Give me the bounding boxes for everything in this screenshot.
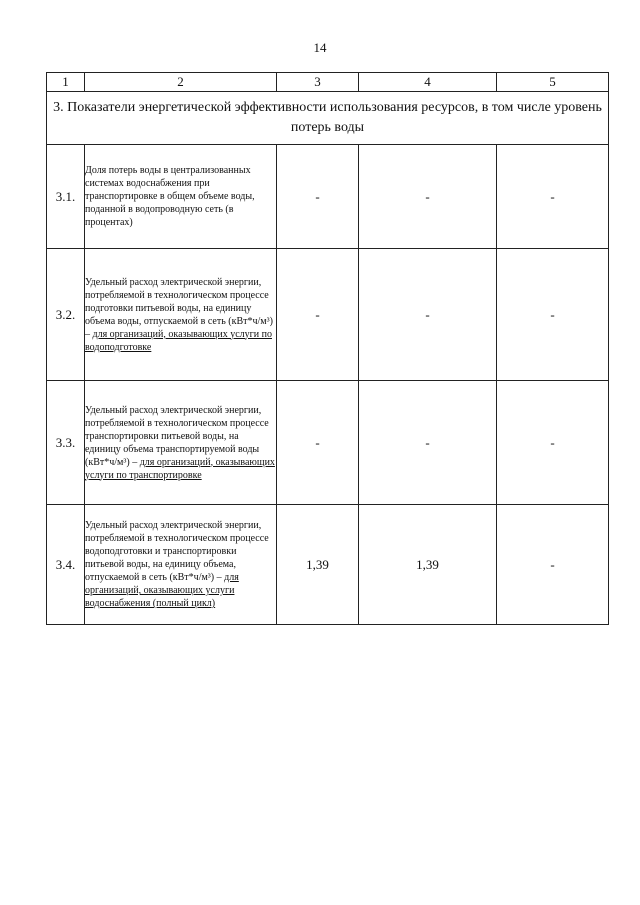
section-title-row — [47, 92, 609, 145]
row-description-text: Доля потерь воды в централизованных системах водоснабжения при транспортировке в общем объеме воды, поданной в водопроводную сеть (в процентах) — [85, 165, 255, 228]
column-number-4: 4 — [359, 73, 497, 92]
row-description — [85, 145, 277, 249]
indicators-table — [46, 72, 609, 625]
row-number: 3.4. — [47, 505, 85, 625]
row-description-text: Удельный расход электрической энергии, потребляемой в технологическом процессе водоподготовки и транспортировки питьевой воды, на единицу объема, отпускаемой в сеть (кВт*ч/м³) – — [85, 520, 269, 583]
row-value-col4: - — [359, 145, 497, 249]
row-value-col5: - — [497, 249, 609, 381]
column-number-2: 2 — [85, 73, 277, 92]
row-value-col3: - — [277, 249, 359, 381]
row-description — [85, 381, 277, 505]
row-description-text: Удельный расход электрической энергии, потребляемой в технологическом процессе транспортировки питьевой воды, на единицу объема транспортируемой воды (кВт*ч/м³) – — [85, 404, 269, 468]
row-value-col4: - — [359, 381, 497, 505]
row-value-col5: - — [497, 145, 609, 249]
table-row — [47, 505, 609, 625]
column-number-3: 3 — [277, 73, 359, 92]
page-number: 14 — [313, 40, 327, 55]
table-row — [47, 381, 609, 505]
row-number: 3.3. — [47, 381, 85, 505]
row-description-underlined: для организаций, оказывающих услуги по водоподготовке — [85, 328, 272, 353]
column-number-1: 1 — [47, 73, 85, 92]
table-row — [47, 145, 609, 249]
row-value-col3: - — [277, 381, 359, 505]
row-number: 3.1. — [47, 145, 85, 249]
row-value-col4: 1,39 — [359, 505, 497, 625]
row-description-underlined: для организаций, оказывающих услуги по транспортировке — [85, 456, 275, 481]
row-value-col3: - — [277, 145, 359, 249]
row-description-underlined: для организаций, оказывающих услуги водоснабжения (полный цикл) — [85, 572, 239, 609]
row-value-col5: - — [497, 381, 609, 505]
column-number-5: 5 — [497, 73, 609, 92]
row-description — [85, 505, 277, 625]
row-value-col5: - — [497, 505, 609, 625]
row-description-text: Удельный расход электрической энергии, потребляемой в технологическом процессе подготовки питьевой воды, на единицу объема воды, отпускаемой в сеть (кВт*ч/м³) – — [85, 276, 273, 340]
table-row — [47, 249, 609, 381]
row-value-col4: - — [359, 249, 497, 381]
row-description — [85, 249, 277, 381]
row-value-col3: 1,39 — [277, 505, 359, 625]
column-number-row — [47, 73, 609, 92]
row-number: 3.2. — [47, 249, 85, 381]
section-title: 3. Показатели энергетической эффективности использования ресурсов, в том числе уровень потерь воды — [47, 92, 609, 145]
